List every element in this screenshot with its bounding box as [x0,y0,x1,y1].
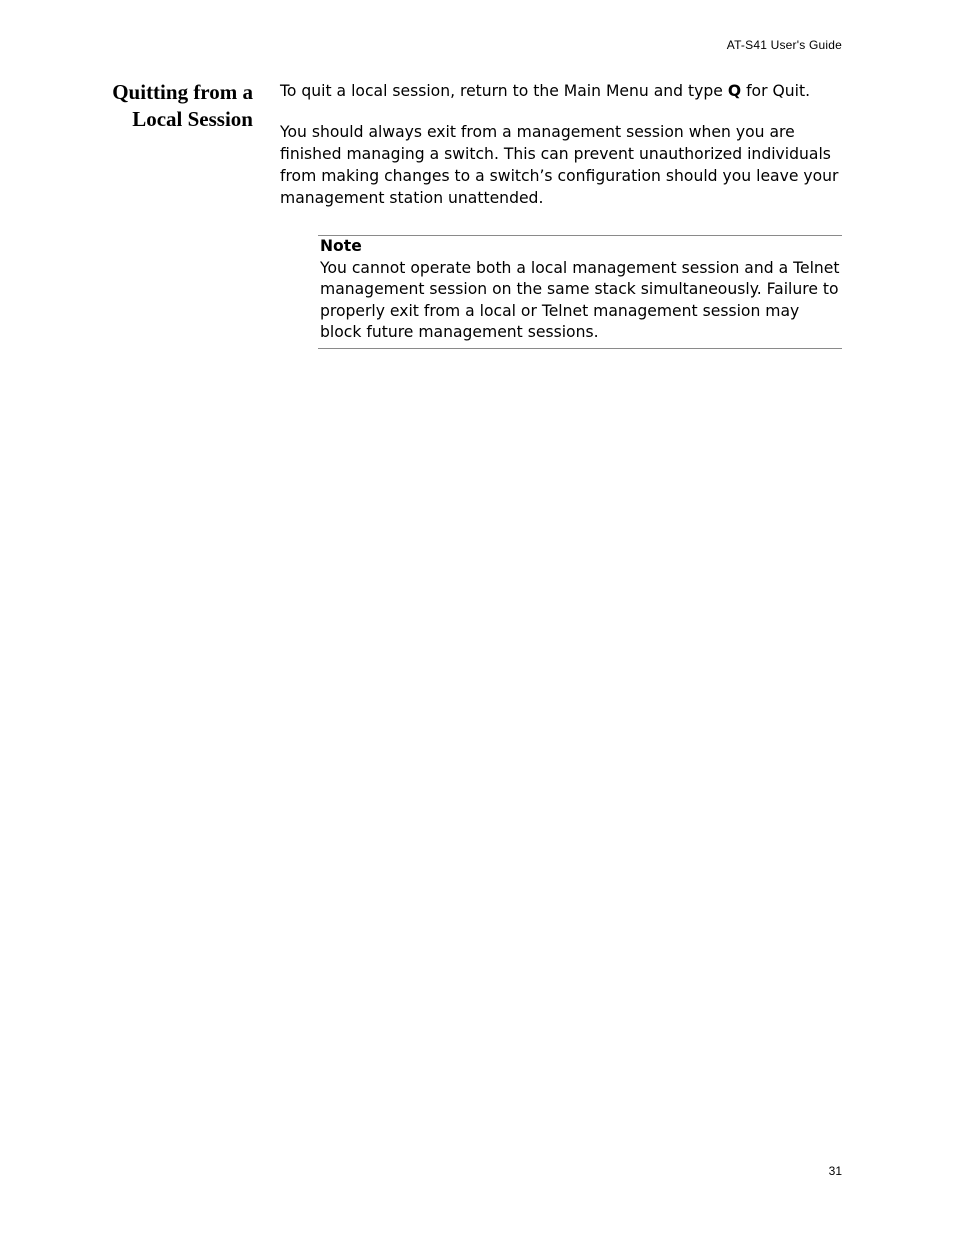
quit-key: Q [727,82,742,100]
note-text: You cannot operate both a local management session and a Telnet management session on the same stack simultaneously. Failure to properly exit from a local or Telnet management session may block future management sessions. [320,258,840,342]
page-number: 31 [828,1164,842,1178]
quit-instruction-paragraph [280,80,846,102]
section-heading-line-2: Local Session [132,107,253,131]
running-header: AT-S41 User's Guide [726,38,842,52]
exit-advice-paragraph: You should always exit from a management session when you are finished managing a switch. This can prevent unauthorized individuals from making changes to a switch’s configuration should you leave your management station unattended. [280,123,839,207]
quit-instruction-text: To quit a local session, return to the Main Menu and type [280,82,728,100]
note-box [318,235,842,349]
section-heading-line-1: Quitting from a [112,80,253,104]
quit-instruction-suffix: for Quit. [741,82,811,100]
section-heading [33,79,253,133]
note-title: Note [320,237,362,255]
body-content [280,80,846,209]
